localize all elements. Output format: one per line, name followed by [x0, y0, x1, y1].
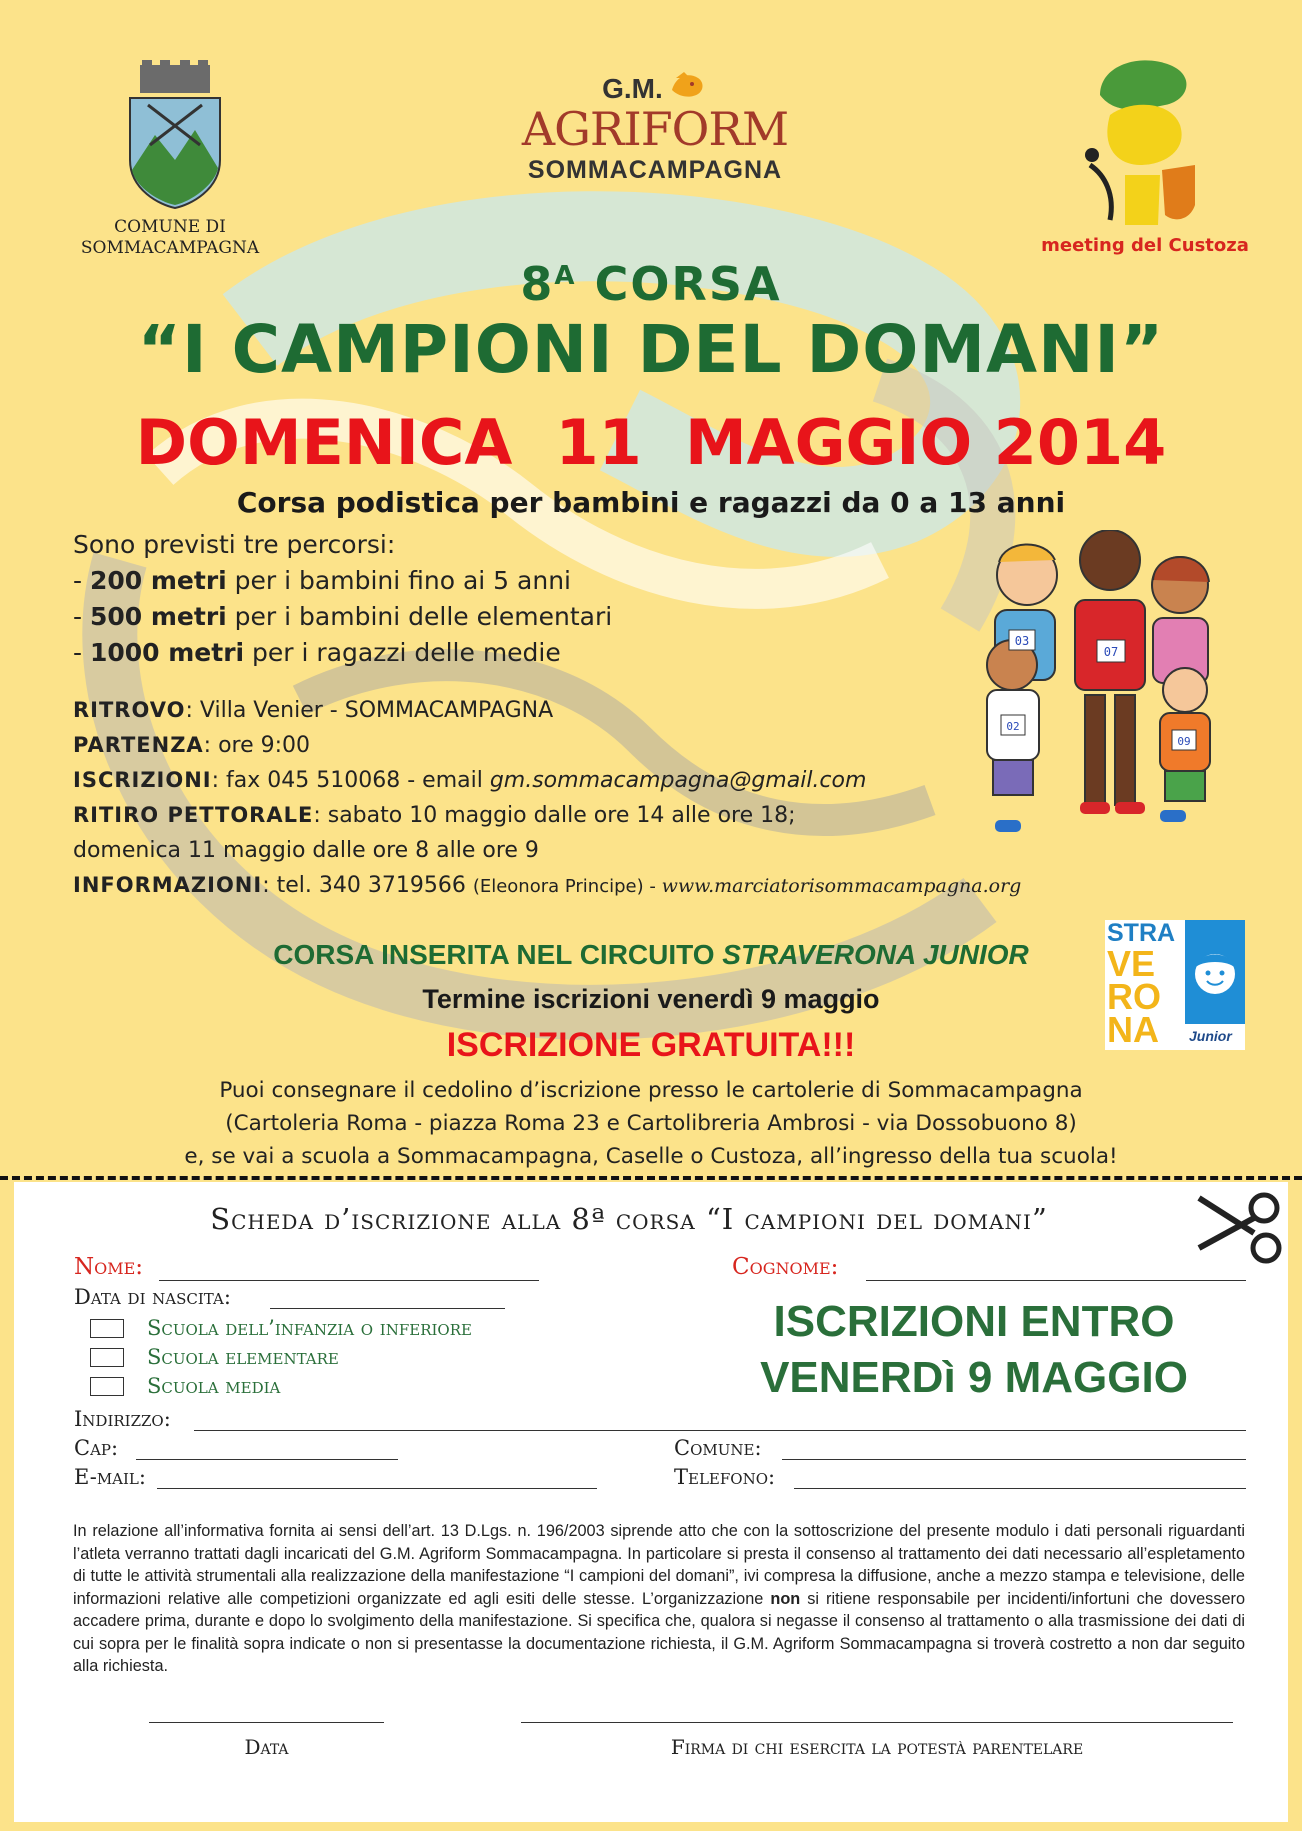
straverona-l2: VE — [1107, 943, 1156, 984]
ritrovo-value: : Villa Venier - — [185, 698, 345, 723]
comune-label: Comune: — [674, 1436, 762, 1460]
straverona-l4: NA — [1107, 1009, 1159, 1050]
percorso-distance: 1000 metri — [89, 638, 245, 667]
privacy-part2: si ritiene responsabile per incidenti/infortuni che dovessero accadere prima, durante e dopo lo svolgimento della manifestazione. Si specifica che, qualora si negasse il consenso al trattamento o alla trasmissione dei dati di cui sopra per le finalità sopra indicate o non si presentasse la documentazione richiesta, il G.M. Agriform Sommacampagna si troverà costretto a non dar seguito alla richiesta. — [73, 1589, 1245, 1675]
event-date: DOMENICA 11 MAGGIO 2014 — [135, 406, 1167, 479]
consegna-line: (Cartoleria Roma - piazza Roma 23 e Cartolibreria Ambrosi - via Dossobuono 8) — [225, 1111, 1077, 1136]
meeting-custoza-icon — [1070, 55, 1210, 225]
bib-number: 07 — [1103, 645, 1119, 659]
meeting-text: meeting del Custoza — [1041, 235, 1249, 256]
privacy-text — [73, 1520, 1245, 1678]
comune-line2: SOMMACAMPAGNA — [80, 238, 260, 258]
indirizzo-field[interactable] — [194, 1430, 1246, 1431]
bib-number: 09 — [1177, 735, 1191, 748]
cognome-label: Cognome: — [732, 1254, 839, 1280]
indirizzo-label: Indirizzo: — [74, 1407, 171, 1431]
firma-signature-line[interactable] — [521, 1722, 1233, 1723]
info-informazioni — [73, 868, 1123, 904]
informazioni-label: INFORMAZIONI — [73, 873, 263, 897]
informazioni-web[interactable]: www.marciatorisommacampagna.org — [661, 875, 1022, 897]
checkbox-infanzia[interactable] — [90, 1319, 124, 1338]
percorsi-block — [73, 527, 713, 671]
ritiro-value: : sabato 10 maggio dalle ore 14 alle ore 18; — [313, 803, 796, 828]
informazioni-value: : tel. 340 3719566 — [262, 873, 473, 898]
nome-label: Nome: — [74, 1254, 144, 1280]
comune-logo — [75, 60, 265, 260]
percorso-desc: per i bambini delle elementari — [226, 602, 613, 631]
registration-form — [14, 1182, 1288, 1822]
iscrizione-gratuita: ISCRIZIONE GRATUITA!!! — [446, 1026, 856, 1064]
sig-data-label: Data — [244, 1735, 289, 1759]
straverona-junior: Junior — [1189, 1028, 1232, 1044]
cut-line — [0, 1176, 1302, 1180]
cognome-field[interactable] — [866, 1280, 1246, 1281]
circuito-name: STRAVERONA JUNIOR — [722, 939, 1029, 970]
termine-iscrizioni: Termine iscrizioni venerdì 9 maggio — [422, 984, 880, 1014]
iscrizioni-value: : fax 045 510068 - email — [211, 768, 490, 793]
form-title: Scheda d’iscrizione alla 8ª corsa “I campioni del domani” — [210, 1202, 1048, 1236]
data-signature-line[interactable] — [149, 1722, 384, 1723]
scuola-elementare-label: Scuola elementare — [147, 1345, 339, 1369]
telefono-field[interactable] — [794, 1488, 1246, 1489]
bib-number: 03 — [1014, 634, 1030, 648]
percorso-item: - 200 metri per i bambini fino ai 5 anni — [73, 566, 571, 595]
cap-field[interactable] — [136, 1459, 398, 1460]
coat-of-arms-icon — [120, 60, 230, 210]
cap-label: Cap: — [74, 1436, 119, 1460]
percorso-item: - 500 metri per i bambini delle elementari — [73, 602, 613, 631]
ritiro-label: RITIRO PETTORALE — [73, 803, 314, 827]
partenza-value: : ore 9:00 — [203, 733, 311, 758]
comune-line1: COMUNE DI — [114, 217, 226, 237]
scuola-infanzia-label: Scuola dell’infanzia o inferiore — [147, 1316, 472, 1340]
consegna-block — [0, 1074, 1302, 1173]
checkbox-elementare[interactable] — [90, 1348, 124, 1367]
event-subtitle: Corsa podistica per bambini e ragazzi da 0 a 13 anni — [236, 486, 1066, 519]
iscrizioni-entro — [654, 1294, 1294, 1406]
lion-icon — [668, 70, 708, 102]
consegna-line: e, se vai a scuola a Sommacampagna, Caselle o Custoza, all’ingresso della tua scuola! — [184, 1144, 1118, 1169]
informazioni-contact: (Eleonora Principe) - — [472, 876, 662, 897]
comune-field[interactable] — [782, 1459, 1246, 1460]
consegna-line: Puoi consegnare il cedolino d’iscrizione presso le cartolerie di Sommacampagna — [219, 1078, 1083, 1103]
percorso-distance: 200 metri — [89, 566, 227, 595]
info-ritiro-2: domenica 11 maggio dalle ore 8 alle ore 9 — [73, 838, 539, 863]
email-field[interactable] — [157, 1488, 597, 1489]
iscrizioni-label: ISCRIZIONI — [73, 768, 212, 792]
straverona-logo — [1105, 920, 1245, 1050]
privacy-non: non — [770, 1589, 801, 1608]
iscrizioni-entro-line2: VENERDì 9 MAGGIO — [760, 1353, 1188, 1402]
percorso-item: - 1000 metri per i ragazzi delle medie — [73, 638, 561, 667]
partenza-label: PARTENZA — [73, 733, 204, 757]
straverona-l3: RO — [1107, 976, 1161, 1017]
data-nascita-field[interactable] — [270, 1308, 505, 1309]
child-face-icon — [1189, 946, 1241, 998]
straverona-l1: STRA — [1107, 919, 1176, 947]
iscrizioni-email[interactable]: gm.sommacampagna@gmail.com — [489, 768, 867, 793]
data-nascita-label: Data di nascita: — [74, 1285, 231, 1309]
iscrizioni-entro-line1: ISCRIZIONI ENTRO — [773, 1297, 1175, 1346]
sig-firma-label: Firma di chi esercita la potestà parentelare — [670, 1735, 1084, 1759]
corsa-word: CORSA — [594, 257, 782, 311]
percorso-distance: 500 metri — [89, 602, 227, 631]
privacy-part1: In relazione all’informativa fornita ai sensi dell’art. 13 D.Lgs. n. 196/2003 siprende atto che con la sottoscrizione del presente modulo i dati personali riguardanti l’atleta verranno trattati dagli incaricati del G.M. Agriform Sommacampagna. In particolare si presta il consenso al trattamento dei dati necessario all’espletamento di tutte le attività strumentali alla realizzazione della manifestazione “I campioni del domani”, ivi compresa la diffusione, anche a mezzo stampa e televisione, delle informazioni relative alle competizioni organizzate ed agli esiti delle stesse. L’organizzazione — [73, 1522, 1245, 1608]
edition-sup: A — [554, 261, 577, 291]
sponsor-name: AGRIFORM — [521, 102, 789, 156]
event-title: “I CAMPIONI DEL DOMANI” — [137, 311, 1165, 388]
circuito-prefix: CORSA INSERITA NEL CIRCUITO — [273, 939, 723, 970]
email-label: E-mail: — [74, 1465, 146, 1489]
checkbox-media[interactable] — [90, 1377, 124, 1396]
sponsor-place: SOMMACAMPAGNA — [527, 156, 783, 184]
sponsor-gm: G.M. — [602, 73, 663, 104]
edition-number: 8 — [520, 257, 555, 311]
percorso-desc: per i bambini fino ai 5 anni — [226, 566, 571, 595]
ritrovo-place: SOMMACAMPAGNA — [344, 698, 554, 723]
percorso-desc: per i ragazzi delle medie — [244, 638, 561, 667]
ritrovo-label: RITROVO — [73, 698, 186, 722]
meeting-logo — [1040, 55, 1250, 265]
kids-illustration — [965, 530, 1235, 850]
percorsi-intro: Sono previsti tre percorsi: — [73, 530, 396, 559]
bib-number: 02 — [1006, 720, 1020, 733]
nome-field[interactable] — [159, 1280, 539, 1281]
telefono-label: Telefono: — [674, 1465, 776, 1489]
sponsor-logo — [505, 70, 805, 190]
edition-title — [0, 250, 1302, 310]
scuola-media-label: Scuola media — [147, 1374, 281, 1398]
